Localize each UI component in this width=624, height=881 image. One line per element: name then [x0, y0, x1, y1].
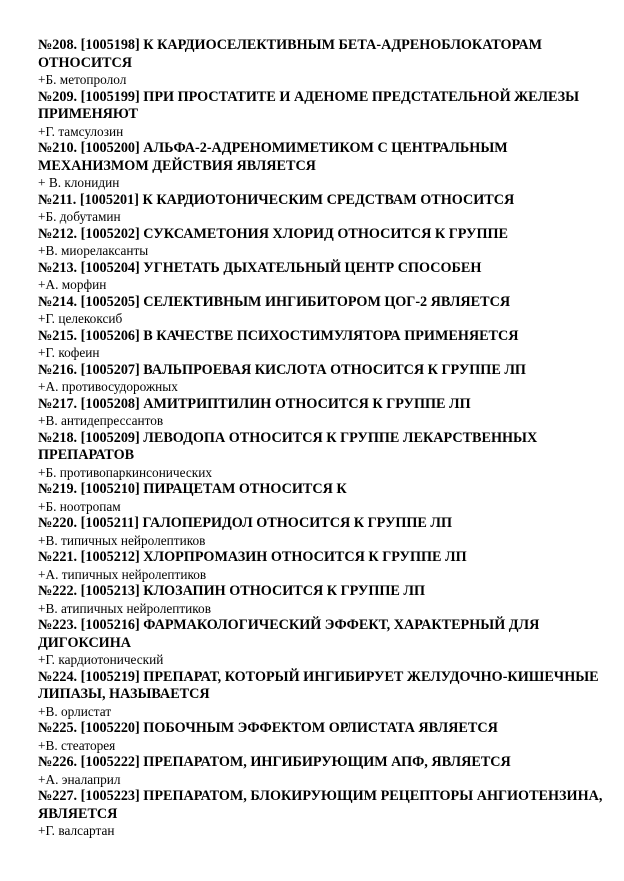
answer-text: +Г. валсартан: [38, 823, 115, 838]
answer-text: +Г. тамсулозин: [38, 123, 124, 139]
answer-text: +В. орлистат: [38, 703, 112, 719]
question-item: [38, 549, 604, 583]
answer-text: +В. атипичных нейролептиков: [38, 600, 211, 616]
question-text: №215. [1005206] В КАЧЕСТВЕ ПСИХОСТИМУЛЯТОРА ПРИМЕНЯЕТСЯ: [38, 327, 519, 344]
answer-text: +В. типичных нейролептиков: [38, 532, 206, 548]
question-text: №212. [1005202] СУКСАМЕТОНИЯ ХЛОРИД ОТНОСИТСЯ К ГРУППЕ: [38, 225, 509, 242]
answer-text: +А. морфин: [38, 277, 107, 292]
answer-text: +Г. кофеин: [38, 345, 100, 360]
answer-text: +А. типичных нейролептиков: [38, 566, 207, 582]
question-text: №222. [1005213] КЛОЗАПИН ОТНОСИТСЯ К ГРУППЕ ЛП: [38, 583, 426, 599]
question-text: №220. [1005211] ГАЛОПЕРИДОЛ ОТНОСИТСЯ К ГРУППЕ ЛП: [38, 515, 453, 531]
question-text: №209. [1005199] ПРИ ПРОСТАТИТЕ И АДЕНОМЕ ПРЕДСТАТЕЛЬНОЙ ЖЕЛЕЗЫ ПРИМЕНЯЮТ: [38, 88, 580, 122]
answer-text: +А. противосудорожных: [38, 379, 178, 394]
question-text: №221. [1005212] ХЛОРПРОМАЗИН ОТНОСИТСЯ К ГРУППЕ ЛП: [38, 549, 467, 565]
question-item: [38, 396, 604, 430]
question-item: [38, 720, 604, 754]
answer-text: +В. стеаторея: [38, 737, 116, 753]
question-item: [38, 226, 604, 260]
question-text: №227. [1005223] ПРЕПАРАТОМ, БЛОКИРУЮЩИМ РЕЦЕПТОРЫ АНГИОТЕНЗИНА, ЯВЛЯЕТСЯ: [38, 788, 603, 822]
answer-text: +Б. противопаркинсонических: [38, 464, 212, 480]
answer-text: +Г. целекоксиб: [38, 311, 123, 326]
question-item: [38, 430, 604, 482]
question-item: [38, 362, 604, 396]
answer-text: +В. миорелаксанты: [38, 243, 149, 258]
question-text: №211. [1005201] К КАРДИОТОНИЧЕСКИМ СРЕДСТВАМ ОТНОСИТСЯ: [38, 191, 515, 208]
question-item: [38, 754, 604, 788]
answer-text: + В. клонидин: [38, 175, 120, 190]
question-text: №219. [1005210] ПИРАЦЕТАМ ОТНОСИТСЯ К: [38, 481, 347, 497]
question-item: [38, 89, 604, 141]
question-text: №214. [1005205] СЕЛЕКТИВНЫМ ИНГИБИТОРОМ ЦОГ-2 ЯВЛЯЕТСЯ: [38, 293, 511, 310]
question-item: [38, 481, 604, 515]
question-item: [38, 260, 604, 294]
question-text: №218. [1005209] ЛЕВОДОПА ОТНОСИТСЯ К ГРУППЕ ЛЕКАРСТВЕННЫХ ПРЕПАРАТОВ: [38, 429, 538, 463]
question-item: [38, 617, 604, 669]
question-text: №210. [1005200] АЛЬФА-2-АДРЕНОМИМЕТИКОМ С ЦЕНТРАЛЬНЫМ МЕХАНИЗМОМ ДЕЙСТВИЯ ЯВЛЯЕТСЯ: [38, 140, 508, 174]
question-item: [38, 140, 604, 192]
question-item: [38, 192, 604, 226]
question-item: [38, 669, 604, 721]
question-text: №225. [1005220] ПОБОЧНЫМ ЭФФЕКТОМ ОРЛИСТАТА ЯВЛЯЕТСЯ: [38, 720, 498, 736]
question-item: [38, 294, 604, 328]
question-text: №223. [1005216] ФАРМАКОЛОГИЧЕСКИЙ ЭФФЕКТ, ХАРАКТЕРНЫЙ ДЛЯ ДИГОКСИНА: [38, 617, 540, 651]
question-text: №224. [1005219] ПРЕПАРАТ, КОТОРЫЙ ИНГИБИРУЕТ ЖЕЛУДОЧНО-КИШЕЧНЫЕ ЛИПАЗЫ, НАЗЫВАЕТСЯ: [38, 668, 599, 702]
answer-text: +Б. добутамин: [38, 209, 121, 224]
question-item: [38, 788, 604, 840]
question-text: №208. [1005198] К КАРДИОСЕЛЕКТИВНЫМ БЕТА-АДРЕНОБЛОКАТОРАМ ОТНОСИТСЯ: [38, 37, 543, 71]
question-item: [38, 583, 604, 617]
question-text: №213. [1005204] УГНЕТАТЬ ДЫХАТЕЛЬНЫЙ ЦЕНТР СПОСОБЕН: [38, 259, 482, 276]
question-item: [38, 37, 604, 89]
question-item: [38, 328, 604, 362]
answer-text: +В. антидепрессантов: [38, 413, 164, 428]
question-text: №217. [1005208] АМИТРИПТИЛИН ОТНОСИТСЯ К ГРУППЕ ЛП: [38, 395, 471, 412]
question-text: №216. [1005207] ВАЛЬПРОЕВАЯ КИСЛОТА ОТНОСИТСЯ К ГРУППЕ ЛП: [38, 361, 526, 378]
question-item: [38, 515, 604, 549]
answer-text: +Г. кардиотонический: [38, 652, 164, 667]
question-list: [38, 37, 604, 840]
answer-text: +Б. ноотропам: [38, 498, 121, 514]
answer-text: +А. эналаприл: [38, 771, 121, 787]
question-text: №226. [1005222] ПРЕПАРАТОМ, ИНГИБИРУЮЩИМ АПФ, ЯВЛЯЕТСЯ: [38, 754, 511, 770]
answer-text: +Б. метопролол: [38, 72, 127, 87]
